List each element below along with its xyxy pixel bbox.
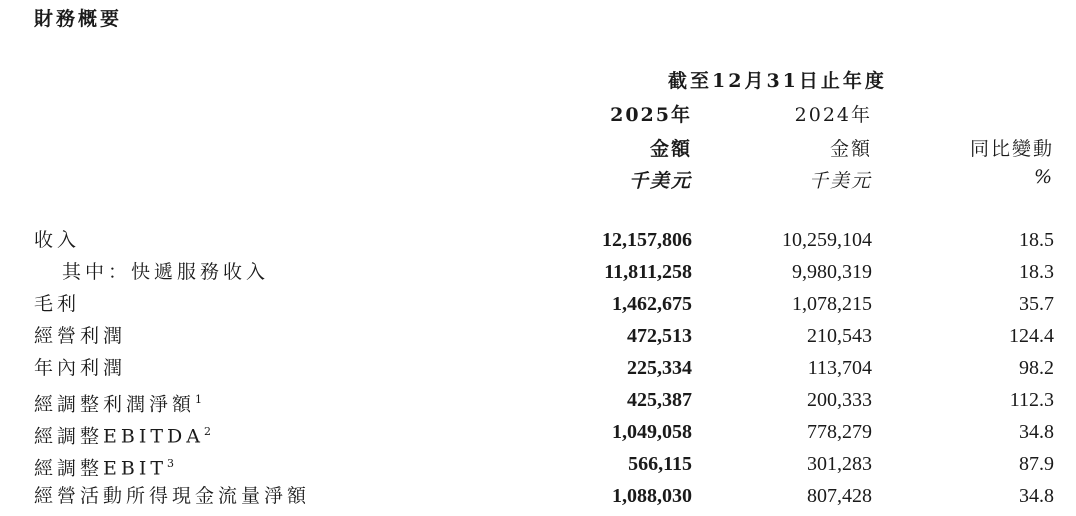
value-2024: 10,259,104 (782, 229, 872, 251)
value-2025: 11,811,258 (604, 261, 692, 283)
col-2024-unit: 千美元 (808, 170, 872, 192)
value-change: 34.8 (1019, 421, 1054, 443)
value-2024: 210,543 (807, 325, 872, 347)
value-2024: 301,283 (807, 453, 872, 475)
row-label-text: 經調整EBITDA (34, 425, 204, 448)
table-row (0, 356, 1076, 388)
row-label-text: 經調整EBIT (34, 457, 168, 480)
table-row (0, 484, 1076, 516)
value-change: 112.3 (1009, 389, 1054, 411)
value-2025: 12,157,806 (602, 229, 692, 251)
col-change-label: 同比變動 (969, 138, 1054, 160)
row-label-text: 經調整利潤淨額 (34, 393, 196, 416)
footnote-marker: 1 (195, 393, 203, 406)
row-label: 毛利 (34, 293, 81, 315)
table-row (0, 260, 1076, 292)
table-row (0, 420, 1076, 452)
row-label (34, 388, 202, 416)
table-row (0, 292, 1076, 324)
value-change: 87.9 (1019, 453, 1054, 475)
value-change: 124.4 (1009, 325, 1054, 347)
row-label: 經營活動所得現金流量淨額 (34, 485, 311, 507)
value-2025: 1,049,058 (612, 421, 692, 443)
row-label: 其中：快遞服務收入 (62, 261, 270, 283)
value-2025: 1,462,675 (612, 293, 692, 315)
table-row (0, 228, 1076, 260)
row-label (34, 452, 174, 480)
value-2024: 200,333 (807, 389, 872, 411)
row-label: 年內利潤 (34, 357, 127, 379)
col-change-unit: % (1033, 166, 1054, 188)
col-2025-year: 2025年 (610, 104, 692, 126)
col-2025-unit: 千美元 (628, 170, 692, 192)
value-2024: 778,279 (807, 421, 872, 443)
value-2025: 425,387 (627, 389, 692, 411)
footnote-marker: 2 (203, 425, 211, 438)
row-label (34, 420, 211, 448)
col-2024-label: 金額 (829, 138, 872, 160)
value-2024: 1,078,215 (792, 293, 872, 315)
row-label: 經營利潤 (34, 325, 127, 347)
value-2024: 807,428 (807, 485, 872, 507)
value-change: 98.2 (1019, 357, 1054, 379)
table-row (0, 324, 1076, 356)
value-change: 18.5 (1019, 229, 1054, 251)
col-2024-year: 2024年 (794, 104, 872, 126)
value-2024: 9,980,319 (792, 261, 872, 283)
section-title: 財務概要 (34, 8, 123, 30)
value-2025: 472,513 (627, 325, 692, 347)
value-change: 34.8 (1019, 485, 1054, 507)
value-2025: 566,115 (628, 453, 692, 475)
value-2024: 113,704 (807, 357, 872, 379)
value-change: 35.7 (1019, 293, 1054, 315)
value-2025: 225,334 (627, 357, 692, 379)
table-row (0, 452, 1076, 484)
col-2025-label: 金額 (649, 138, 692, 160)
row-label: 收入 (34, 229, 81, 251)
footnote-marker: 3 (167, 457, 175, 470)
period-header: 截至12月31日止年度 (668, 70, 887, 92)
value-change: 18.3 (1019, 261, 1054, 283)
value-2025: 1,088,030 (612, 485, 692, 507)
financial-table (0, 228, 1076, 516)
table-row (0, 388, 1076, 420)
